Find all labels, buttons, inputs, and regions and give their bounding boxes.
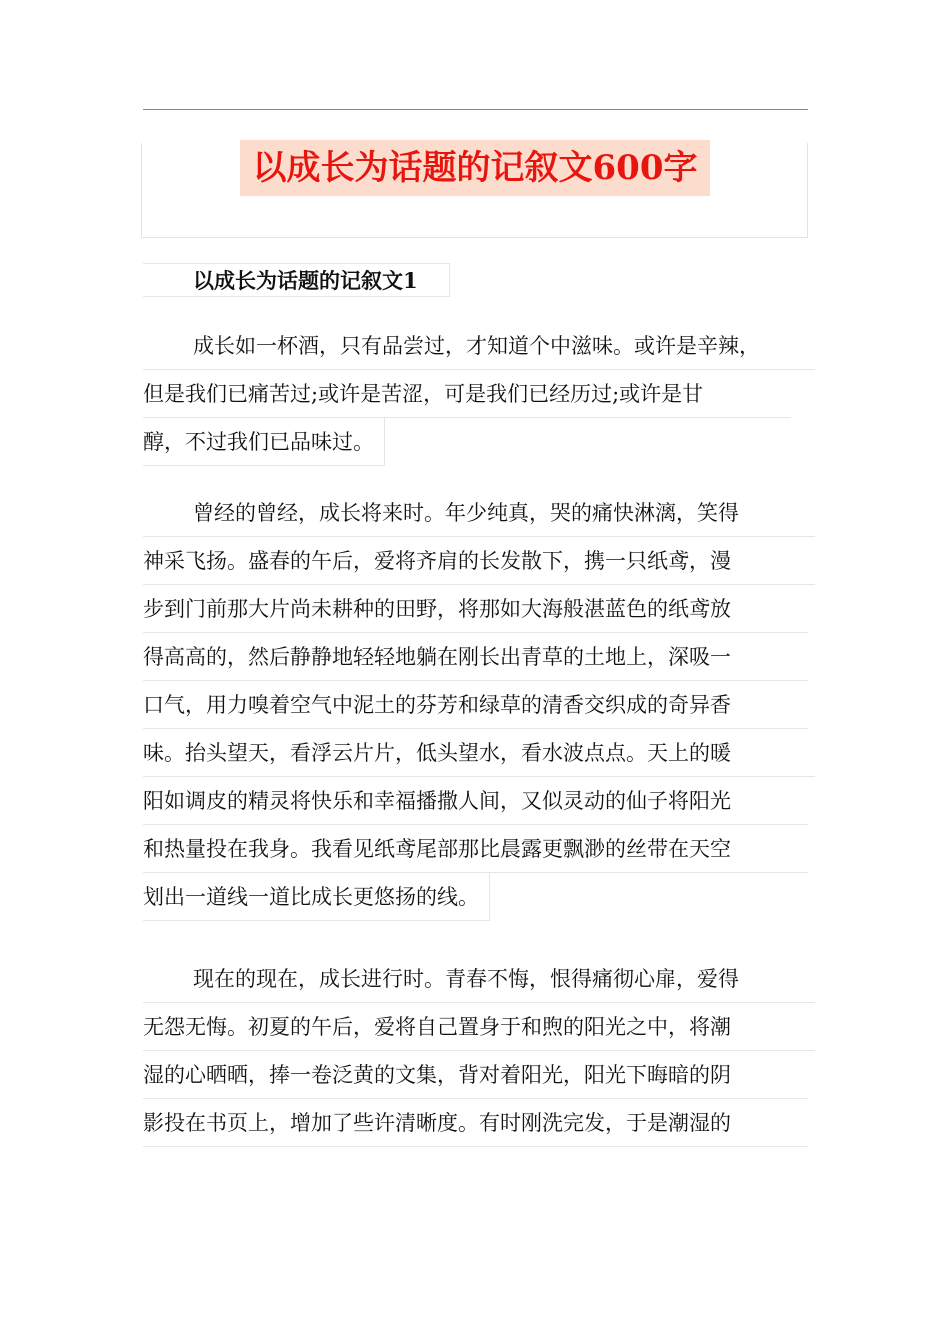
paragraph-line: 神采飞扬。盛春的午后，爱将齐肩的长发散下，携一只纸鸢，漫 <box>143 537 815 585</box>
paragraph-line: 曾经的曾经，成长将来时。年少纯真，哭的痛快淋漓，笑得 <box>143 489 815 537</box>
paragraph-1 <box>143 322 815 466</box>
paragraph-line: 醇，不过我们已品味过。 <box>143 418 385 466</box>
paragraph-2 <box>143 489 815 921</box>
paragraph-line: 步到门前那大片尚未耕种的田野，将那如大海般湛蓝色的纸鸢放 <box>143 585 808 633</box>
paragraph-line: 口气，用力嗅着空气中泥土的芬芳和绿草的清香交织成的奇异香 <box>143 681 808 729</box>
paragraph-line: 湿的心晒晒，捧一卷泛黄的文集，背对着阳光，阳光下晦暗的阴 <box>143 1051 808 1099</box>
paragraph-line: 划出一道线一道比成长更悠扬的线。 <box>143 873 490 921</box>
paragraph-line: 成长如一杯酒，只有品尝过，才知道个中滋味。或许是辛辣， <box>143 322 815 370</box>
top-divider <box>143 109 808 110</box>
paragraph-3 <box>143 955 815 1147</box>
paragraph-line: 阳如调皮的精灵将快乐和幸福播撒人间，又似灵动的仙子将阳光 <box>143 777 808 825</box>
paragraph-line: 和热量投在我身。我看见纸鸢尾部那比晨露更飘渺的丝带在天空 <box>143 825 808 873</box>
paragraph-line: 影投在书页上，增加了些许清晰度。有时刚洗完发，于是潮湿的 <box>143 1099 808 1147</box>
section-heading: 以成长为话题的记叙文1 <box>143 263 450 297</box>
paragraph-line: 但是我们已痛苦过;或许是苦涩，可是我们已经历过;或许是甘 <box>143 370 791 418</box>
document-title: 以成长为话题的记叙文600字 <box>240 140 710 196</box>
paragraph-line: 得高高的，然后静静地轻轻地躺在刚长出青草的土地上，深吸一 <box>143 633 808 681</box>
paragraph-line: 味。抬头望天，看浮云片片，低头望水，看水波点点。天上的暖 <box>143 729 815 777</box>
paragraph-line: 现在的现在，成长进行时。青春不悔，恨得痛彻心扉，爱得 <box>143 955 815 1003</box>
paragraph-line: 无怨无悔。初夏的午后，爱将自己置身于和煦的阳光之中，将潮 <box>143 1003 815 1051</box>
